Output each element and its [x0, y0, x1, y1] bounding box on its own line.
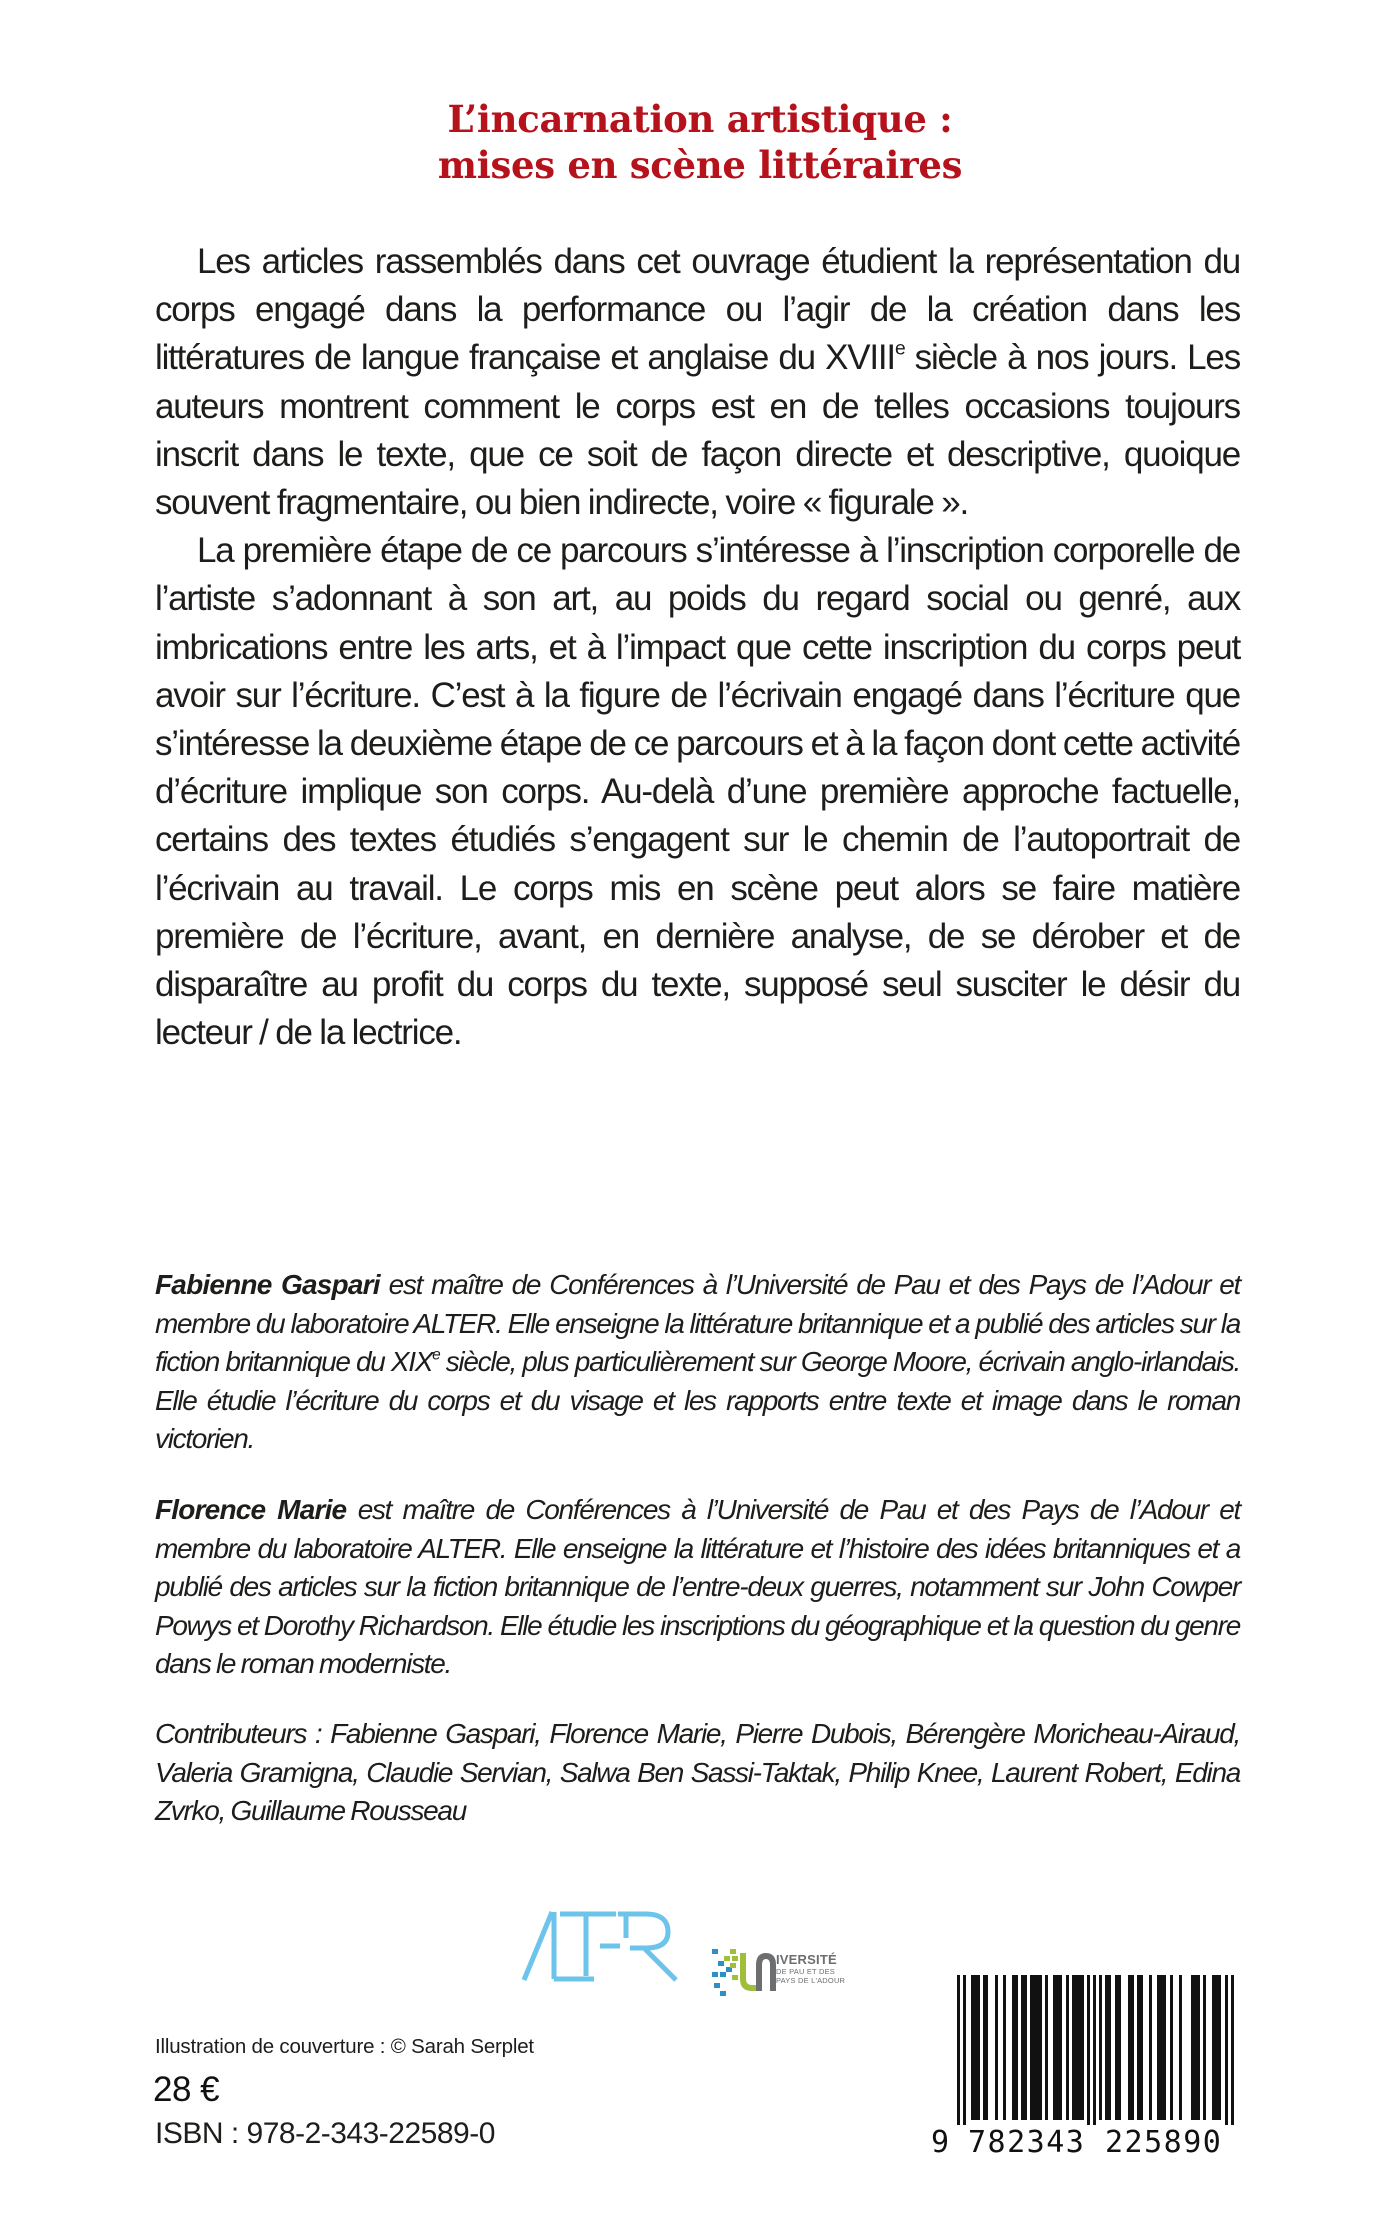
university-pau-logo: IVERSITÉ DE PAU ET DES PAYS DE L'ADOUR — [710, 1945, 870, 2001]
summary-paragraph-2: La première étape de ce parcours s’intéresse à l’inscription corporelle de l’artiste s’adonnant à son art, au poids du regard social ou genré, aux imbrications entre les arts, et à l’impact que cette inscription du corps peut avoir sur l’écriture. C’est à la figure de l’écrivain engagé dans l’écriture que s’intéresse la deuxième étape de ce parcours et à la façon dont cette activité d’écriture implique son corps. Au-delà d’une première approche factuelle, certains des textes étudiés s’engagent sur le chemin de l’autoportrait de l’écrivain au travail. Le corps mis en scène peut alors se faire matière première de l’écriture, avant, en dernière analyse, de se dérober et de disparaître au profit du corps du texte, supposé seul susciter le désir du lecteur / de la lectrice. — [155, 531, 1240, 1053]
book-title — [0, 96, 1400, 188]
author-bio-marie: Florence Marie est maître de Conférences à l’Université de Pau et des Pays de l’Adour et membre du laboratoire ALTER. Elle enseigne la littérature et l’histoire des idées britanniques et a publié des articles sur la fiction britannique de l’entre-deux guerres, notamment sur John Cowper Powys et Dorothy Richardson. Elle étudie les inscriptions du géographique et la question du genre dans le roman moderniste. — [155, 1494, 1240, 1679]
contributors-list: Contributeurs : Fabienne Gaspari, Florence Marie, Pierre Dubois, Bérengère Moricheau-Airaud, Valeria Gramigna, Claudie Servian, Salwa Ben Sassi-Taktak, Philip Knee, Laurent Robert, Edina Zvrko, Guillaume Rousseau — [155, 1718, 1240, 1826]
price: 28 € — [153, 2070, 220, 2109]
summary-paragraph-1: Les articles rassemblés dans cet ouvrage étudient la représentation du corps engagé dans la performance ou l’agir de la création dans les littératures de langue française et anglaise du XVIIIe siècle à nos jours. Les auteurs montrent comment le corps est en de telles occasions toujours inscrit dans le texte, que ce soit de façon directe et descriptive, quoique souvent fragmentaire, ou bien indirecte, voire « figurale ». — [155, 242, 1240, 523]
book-summary — [155, 238, 1240, 1057]
isbn: ISBN : 978-2-343-22589-0 — [155, 2117, 495, 2150]
author-name: Florence Marie — [155, 1494, 347, 1525]
author-name: Fabienne Gaspari — [155, 1269, 380, 1300]
author-bio-gaspari: Fabienne Gaspari est maître de Conférences à l’Université de Pau et des Pays de l’Adour et membre du laboratoire ALTER. Elle enseigne la littérature britannique et a publié des articles sur la fiction britannique du XIXe siècle, plus particulièrement sur George Moore, écrivain anglo-irlandais. Elle étudie l’écriture du corps et du visage et les rapports entre texte et image dans le roman victorien. — [155, 1269, 1240, 1454]
university-mark-icon — [710, 1945, 776, 2001]
barcode-bars-icon — [935, 1975, 1245, 2125]
illustration-credit: Illustration de couverture : © Sarah Serplet — [155, 2035, 534, 2058]
isbn-barcode: 9 782343 225890 — [935, 1975, 1245, 2170]
title-line-1: L’incarnation artistique : — [447, 97, 953, 141]
title-line-2: mises en scène littéraires — [437, 143, 963, 187]
alter-logo — [520, 1908, 680, 1982]
